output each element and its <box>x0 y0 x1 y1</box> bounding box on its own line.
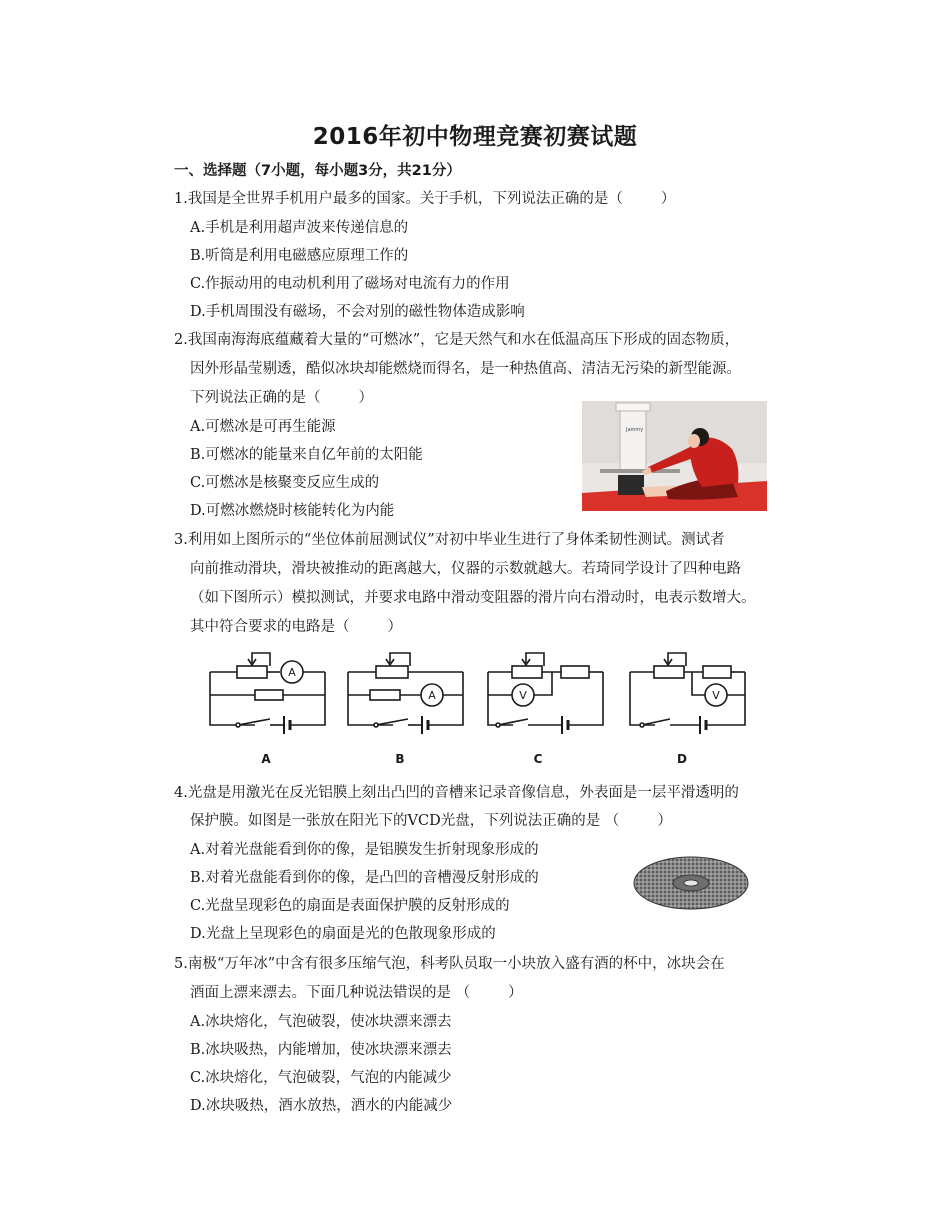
question-5-stem-line-1: 5.南极“万年冰”中含有很多压缩气泡，科考队员取一小块放入盛有酒的杯中，冰块会在 <box>174 956 725 972</box>
tester-column <box>620 407 646 471</box>
svg-text:A: A <box>428 689 436 702</box>
circuit-diagrams <box>200 645 760 770</box>
question-4-option-c: C.光盘呈现彩色的扇面是表面保护膜的反射形成的 <box>190 898 510 914</box>
circuit-label-b: B <box>395 752 405 766</box>
question-3-stem-line-1: 3.利用如上图所示的“坐位体前屈测试仪”对初中毕业生进行了身体柔韧性测试。测试者 <box>174 532 725 548</box>
svg-text:A: A <box>288 666 296 679</box>
question-3-stem-line-2: 向前推动滑块，滑块被推动的距离越大，仪器的示数就越大。若琦同学设计了四种电路 <box>190 561 741 577</box>
foot-box <box>618 475 644 495</box>
question-1-option-a: A.手机是利用超声波来传递信息的 <box>190 220 409 236</box>
question-4-option-d: D.光盘上呈现彩色的扇面是光的色散现象形成的 <box>190 926 496 942</box>
question-2-option-a: A.可燃冰是可再生能源 <box>190 419 336 435</box>
svg-text:V: V <box>519 689 527 702</box>
circuit-d <box>630 653 745 766</box>
device-brand-label: Jammy <box>626 427 644 433</box>
question-1-stem: 1.我国是全世界手机用户最多的国家。关于手机，下列说法正确的是（ ） <box>174 191 676 207</box>
question-3-stem-line-4: 其中符合要求的电路是（ ） <box>190 619 402 635</box>
circuit-b <box>348 653 463 766</box>
question-5-option-d: D.冰块吸热，酒水放热，酒水的内能减少 <box>190 1098 453 1114</box>
svg-text:V: V <box>712 689 720 702</box>
circuit-a <box>210 653 325 766</box>
question-2-option-b: B.可燃冰的能量来自亿年前的太阳能 <box>190 447 423 463</box>
circuit-label-a: A <box>261 752 271 766</box>
circuit-c <box>488 653 603 766</box>
question-1-option-d: D.手机周围没有磁场，不会对别的磁性物体造成影响 <box>190 304 525 320</box>
circuit-label-d: D <box>677 752 687 766</box>
circuit-label-c: C <box>533 752 543 766</box>
question-5-option-c: C.冰块熔化，气泡破裂，气泡的内能减少 <box>190 1070 452 1086</box>
page-title: 2016年初中物理竞赛初赛试题 <box>312 124 638 150</box>
question-4-option-b: B.对着光盘能看到你的像，是凸凹的音槽漫反射形成的 <box>190 870 539 886</box>
section-heading: 一、选择题（7小题，每小题3分，共21分） <box>174 163 461 179</box>
question-5-stem-line-2: 酒面上漂来漂去。下面几种说法错误的是 （ ） <box>190 985 523 1001</box>
question-1-option-c: C.作振动用的电动机利用了磁场对电流有力的作用 <box>190 276 510 292</box>
question-3-stem-line-3: （如下图所示）模拟测试，并要求电路中滑动变阻器的滑片向右滑动时，电表示数增大。 <box>190 590 756 606</box>
question-4-option-a: A.对着光盘能看到你的像，是铝膜发生折射现象形成的 <box>190 842 539 858</box>
question-5-option-a: A.冰块熔化，气泡破裂，使冰块漂来漂去 <box>190 1014 452 1030</box>
vcd-disc-image <box>632 855 750 911</box>
question-4-stem-line-2: 保护膜。如图是一张放在阳光下的VCD光盘，下列说法正确的是 （ ） <box>190 813 672 829</box>
question-2-stem-line-2: 因外形晶莹剔透，酷似冰块却能燃烧而得名，是一种热值高、清洁无污染的新型能源。 <box>190 361 741 377</box>
question-5-option-b: B.冰块吸热，内能增加，使冰块漂来漂去 <box>190 1042 452 1058</box>
question-2-stem-line-3: 下列说法正确的是（ ） <box>190 390 373 406</box>
question-2-stem-line-1: 2.我国南海海底蕴藏着大量的“可燃冰”，它是天然气和水在低温高压下形成的固态物质， <box>174 332 740 348</box>
question-2-option-c: C.可燃冰是核聚变反应生成的 <box>190 475 380 491</box>
question-1-option-b: B.听筒是利用电磁感应原理工作的 <box>190 248 409 264</box>
question-2-option-d: D.可燃冰燃烧时核能转化为内能 <box>190 503 395 519</box>
slider-rail <box>600 469 680 473</box>
sit-and-reach-photo <box>582 401 767 511</box>
question-4-stem-line-1: 4.光盘是用激光在反光铝膜上刻出凸凹的音槽来记录音像信息，外表面是一层平滑透明的 <box>174 785 739 801</box>
